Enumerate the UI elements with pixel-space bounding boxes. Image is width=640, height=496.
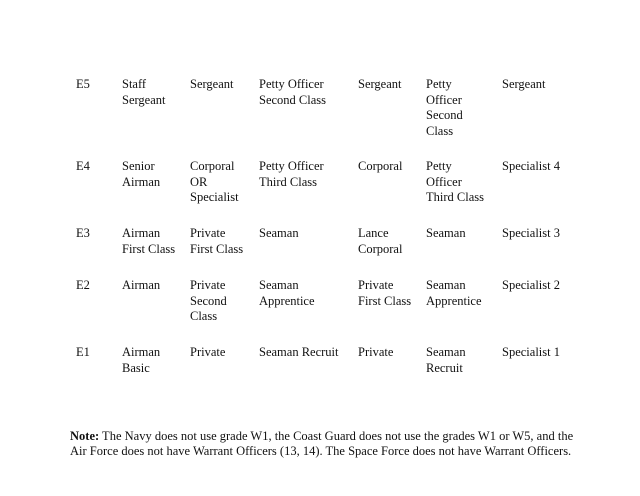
grade-cell: E5 <box>76 77 90 91</box>
note-label: Note: <box>70 428 100 443</box>
marine-rank-cell: Private First Class <box>358 278 412 308</box>
coast-guard-rank-cell: Seaman Recruit <box>426 345 466 375</box>
coast-guard-rank-cell: Seaman Apprentice <box>426 278 482 308</box>
navy-rank-cell: Petty Officer Second Class <box>259 77 327 107</box>
other-rank-cell: Specialist 3 <box>502 226 560 240</box>
grade-cell: E3 <box>76 226 90 240</box>
table-note <box>70 429 582 460</box>
air-force-rank-cell: Airman First Class <box>122 226 176 256</box>
air-force-rank-cell: Airman <box>122 278 161 292</box>
grade-cell: E2 <box>76 278 90 292</box>
marine-rank-cell: Corporal <box>358 159 403 173</box>
other-rank-cell: Specialist 4 <box>502 159 560 173</box>
navy-rank-cell: Seaman Apprentice <box>259 278 315 308</box>
army-rank-cell: Private Second Class <box>190 278 227 323</box>
other-rank-cell: Specialist 1 <box>502 345 560 359</box>
army-rank-cell: Private First Class <box>190 226 244 256</box>
army-rank-cell: Sergeant <box>190 77 234 91</box>
navy-rank-cell: Seaman <box>259 226 299 240</box>
other-rank-cell: Sergeant <box>502 77 546 91</box>
coast-guard-rank-cell: Petty Officer Second Class <box>426 77 463 138</box>
air-force-rank-cell: Airman Basic <box>122 345 161 375</box>
army-rank-cell: Corporal OR Specialist <box>190 159 239 204</box>
marine-rank-cell: Lance Corporal <box>358 226 403 256</box>
air-force-rank-cell: Staff Sergeant <box>122 77 166 107</box>
grade-cell: E4 <box>76 159 90 173</box>
air-force-rank-cell: Senior Airman <box>122 159 161 189</box>
navy-rank-cell: Petty Officer Third Class <box>259 159 324 189</box>
coast-guard-rank-cell: Seaman <box>426 226 466 240</box>
grade-cell: E1 <box>76 345 90 359</box>
note-text: The Navy does not use grade W1, the Coast Guard does not use the grades W1 or W5, and the Air Force does not have Warrant Officers (13, 14). The Space Force does not have Warrant Officers. <box>70 428 574 458</box>
navy-rank-cell: Seaman Recruit <box>259 345 339 359</box>
other-rank-cell: Specialist 2 <box>502 278 560 292</box>
coast-guard-rank-cell: Petty Officer Third Class <box>426 159 484 204</box>
marine-rank-cell: Private <box>358 345 394 359</box>
army-rank-cell: Private <box>190 345 226 359</box>
marine-rank-cell: Sergeant <box>358 77 402 91</box>
